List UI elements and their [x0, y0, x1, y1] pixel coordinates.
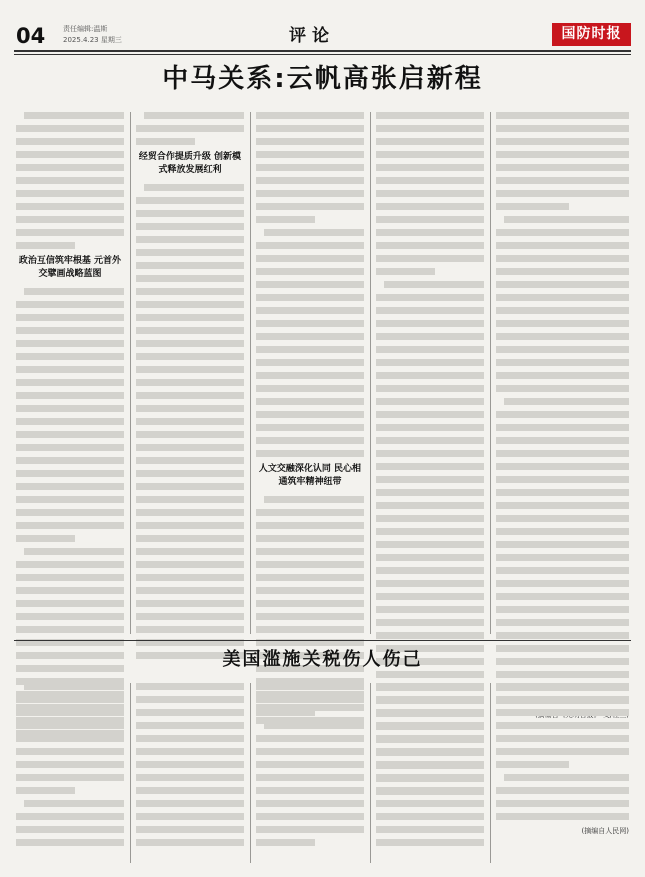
body-text-placeholder: [136, 184, 244, 659]
main-article-column-1: [16, 112, 124, 743]
second-article-column-4: [376, 683, 484, 852]
column-divider: [370, 683, 371, 863]
main-article-column-2: [136, 112, 244, 665]
second-article-credit: (摘编自人民网): [581, 827, 629, 835]
second-headline: 美国滥施关税伤人伤己: [222, 649, 423, 670]
header-rule-thin: [14, 54, 631, 55]
column-divider: [370, 112, 371, 634]
body-text-placeholder: [496, 774, 629, 820]
body-text-placeholder: [256, 112, 364, 223]
body-text-placeholder: [16, 683, 124, 794]
column-divider: [250, 683, 251, 863]
main-article-column-5: [496, 112, 629, 721]
body-text-placeholder: [136, 683, 244, 846]
column-divider: [250, 112, 251, 634]
body-text-placeholder: [376, 683, 484, 846]
subhead-cultural-exchange: 人文交融深化认同 民心相通筑牢精神纽带: [258, 464, 362, 487]
page-number: 04: [16, 24, 46, 48]
second-article-column-3: [256, 683, 364, 852]
column-divider: [130, 112, 131, 634]
body-text-placeholder: [256, 722, 364, 846]
body-text-placeholder: [136, 112, 244, 145]
body-text-placeholder: [256, 229, 364, 457]
article-separator: [14, 640, 631, 641]
page-editor: 责任编辑:温斯: [63, 25, 108, 33]
brand-logo: 国防时报: [552, 23, 631, 46]
second-article-column-5: [496, 683, 629, 837]
main-headline: 中马关系:云帆高张启新程: [162, 64, 483, 94]
body-text-placeholder: [16, 800, 124, 846]
body-text-placeholder: [496, 683, 629, 768]
body-text-placeholder: [16, 112, 124, 249]
subhead-political-trust: 政治互信筑牢根基 元首外交擘画战略蓝图: [18, 256, 122, 279]
body-text-placeholder: [16, 288, 124, 542]
page-date: 2025.4.23 星期三: [63, 36, 122, 44]
body-text-placeholder: [256, 683, 364, 716]
column-divider: [490, 683, 491, 863]
header-rule: [14, 50, 631, 52]
body-text-placeholder: [376, 112, 484, 275]
subhead-economic-cooperation: 经贸合作提质升级 创新模式释放发展红利: [138, 152, 242, 175]
main-article-column-3: [256, 112, 364, 730]
section-title: 评论: [289, 26, 335, 46]
body-text-placeholder: [496, 216, 629, 392]
second-article-column-1: [16, 683, 124, 852]
body-text-placeholder: [496, 112, 629, 210]
column-divider: [130, 683, 131, 863]
second-article-column-2: [136, 683, 244, 852]
column-divider: [490, 112, 491, 634]
